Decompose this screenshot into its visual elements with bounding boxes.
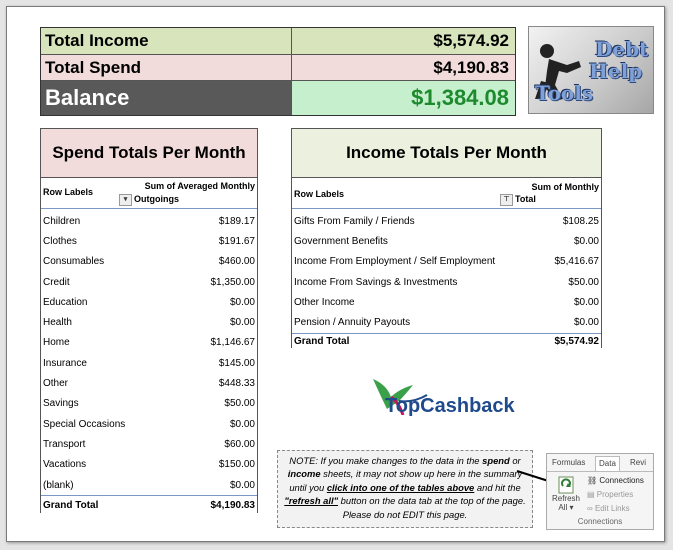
properties-button[interactable]: ▤ Properties [587, 490, 634, 499]
spend-filter-dropdown-icon[interactable]: ▾ [119, 194, 132, 206]
income-pivot-table [291, 128, 602, 348]
table-row[interactable]: Credit $1,350.00 [43, 276, 255, 288]
total-income-row [41, 28, 515, 55]
summary-box [40, 27, 516, 116]
income-table-header [292, 178, 601, 209]
spend-table-header [41, 178, 257, 209]
logo-word-tools: Tools [535, 81, 594, 105]
properties-icon: ▤ [587, 490, 595, 499]
income-filter-icon[interactable]: ⊤ [500, 194, 513, 206]
spend-value-header-2[interactable]: Outgoings [134, 194, 179, 204]
edit-links-icon: ∞ [587, 504, 593, 513]
table-row[interactable]: Health $0.00 [43, 317, 255, 329]
worksheet [6, 6, 665, 542]
topcashback-text: TopCashback [385, 395, 515, 417]
spend-grand-total-row[interactable]: Grand Total $4,190.83 [41, 495, 257, 515]
table-row[interactable]: Other $448.33 [43, 378, 255, 390]
total-spend-label[interactable]: Total Spend [45, 57, 142, 77]
refresh-all-button[interactable]: Refresh All ▾ [551, 476, 581, 518]
income-rows [292, 209, 601, 349]
connections-group-label: Connections [577, 517, 623, 526]
balance-row [41, 81, 515, 115]
tab-review[interactable]: Revi [630, 458, 647, 467]
table-row[interactable]: Consumables $460.00 [43, 256, 255, 268]
refresh-note: NOTE: If you make changes to the data in the spend or income sheets, it may not show up here in the summary until you click into one of the tables above and hit the "refresh all" button on the data tab at the top of the page. Please do not EDIT this page. [277, 450, 533, 528]
table-row[interactable]: Pension / Annuity Payouts $0.00 [294, 317, 599, 329]
table-row[interactable]: Clothes $191.67 [43, 235, 255, 247]
spend-pivot-table [40, 128, 258, 513]
total-spend-row [41, 55, 515, 81]
table-row[interactable]: Education $0.00 [43, 296, 255, 308]
spend-rows [41, 209, 257, 515]
excel-ribbon-snippet [546, 453, 654, 530]
balance-value[interactable]: $1,384.08 [291, 81, 515, 115]
table-row[interactable]: Government Benefits $0.00 [294, 235, 599, 247]
connections-button[interactable]: ⛓ Connections [587, 476, 644, 485]
tab-data[interactable]: Data [595, 456, 620, 471]
income-table-title: Income Totals Per Month [292, 129, 601, 178]
spend-table-title: Spend Totals Per Month [41, 129, 257, 178]
logo-word-help: Help [589, 59, 643, 83]
table-row[interactable]: Income From Savings & Investments $50.00 [294, 276, 599, 288]
income-value-header-2[interactable]: Total [515, 194, 536, 204]
logo-word-debt: Debt [595, 37, 649, 61]
spend-row-labels-header[interactable]: Row Labels [43, 187, 94, 197]
table-row[interactable]: Other Income $0.00 [294, 296, 599, 308]
table-row[interactable]: Special Occasions $0.00 [43, 418, 255, 430]
edit-links-button[interactable]: ∞ Edit Links [587, 504, 630, 513]
table-row[interactable]: Savings $50.00 [43, 398, 255, 410]
table-row[interactable]: (blank) $0.00 [43, 479, 255, 491]
spend-value-header-1[interactable]: Sum of Averaged Monthly [144, 181, 255, 191]
income-grand-total-row[interactable]: Grand Total $5,574.92 [292, 333, 601, 349]
topcashback-logo[interactable] [369, 375, 529, 425]
total-income-label[interactable]: Total Income [45, 31, 149, 50]
income-value-header-1[interactable]: Sum of Monthly [531, 182, 599, 192]
total-income-value[interactable]: $5,574.92 [291, 28, 515, 54]
table-row[interactable]: Transport $60.00 [43, 438, 255, 450]
connections-icon: ⛓ [587, 476, 598, 485]
income-row-labels-header[interactable]: Row Labels [294, 189, 345, 199]
total-spend-value[interactable]: $4,190.83 [291, 55, 515, 80]
balance-label[interactable]: Balance [41, 81, 291, 115]
tab-formulas[interactable]: Formulas [552, 458, 586, 467]
refresh-icon [556, 476, 576, 494]
table-row[interactable]: Children $189.17 [43, 215, 255, 227]
table-row[interactable]: Insurance $145.00 [43, 357, 255, 369]
debt-help-tools-logo [528, 26, 654, 114]
ribbon-divider [547, 471, 653, 472]
table-row[interactable]: Income From Employment / Self Employment $5,416.67 [294, 256, 599, 268]
table-row[interactable]: Vacations $150.00 [43, 459, 255, 471]
table-row[interactable]: Home $1,146.67 [43, 337, 255, 349]
table-row[interactable]: Gifts From Family / Friends $108.25 [294, 215, 599, 227]
